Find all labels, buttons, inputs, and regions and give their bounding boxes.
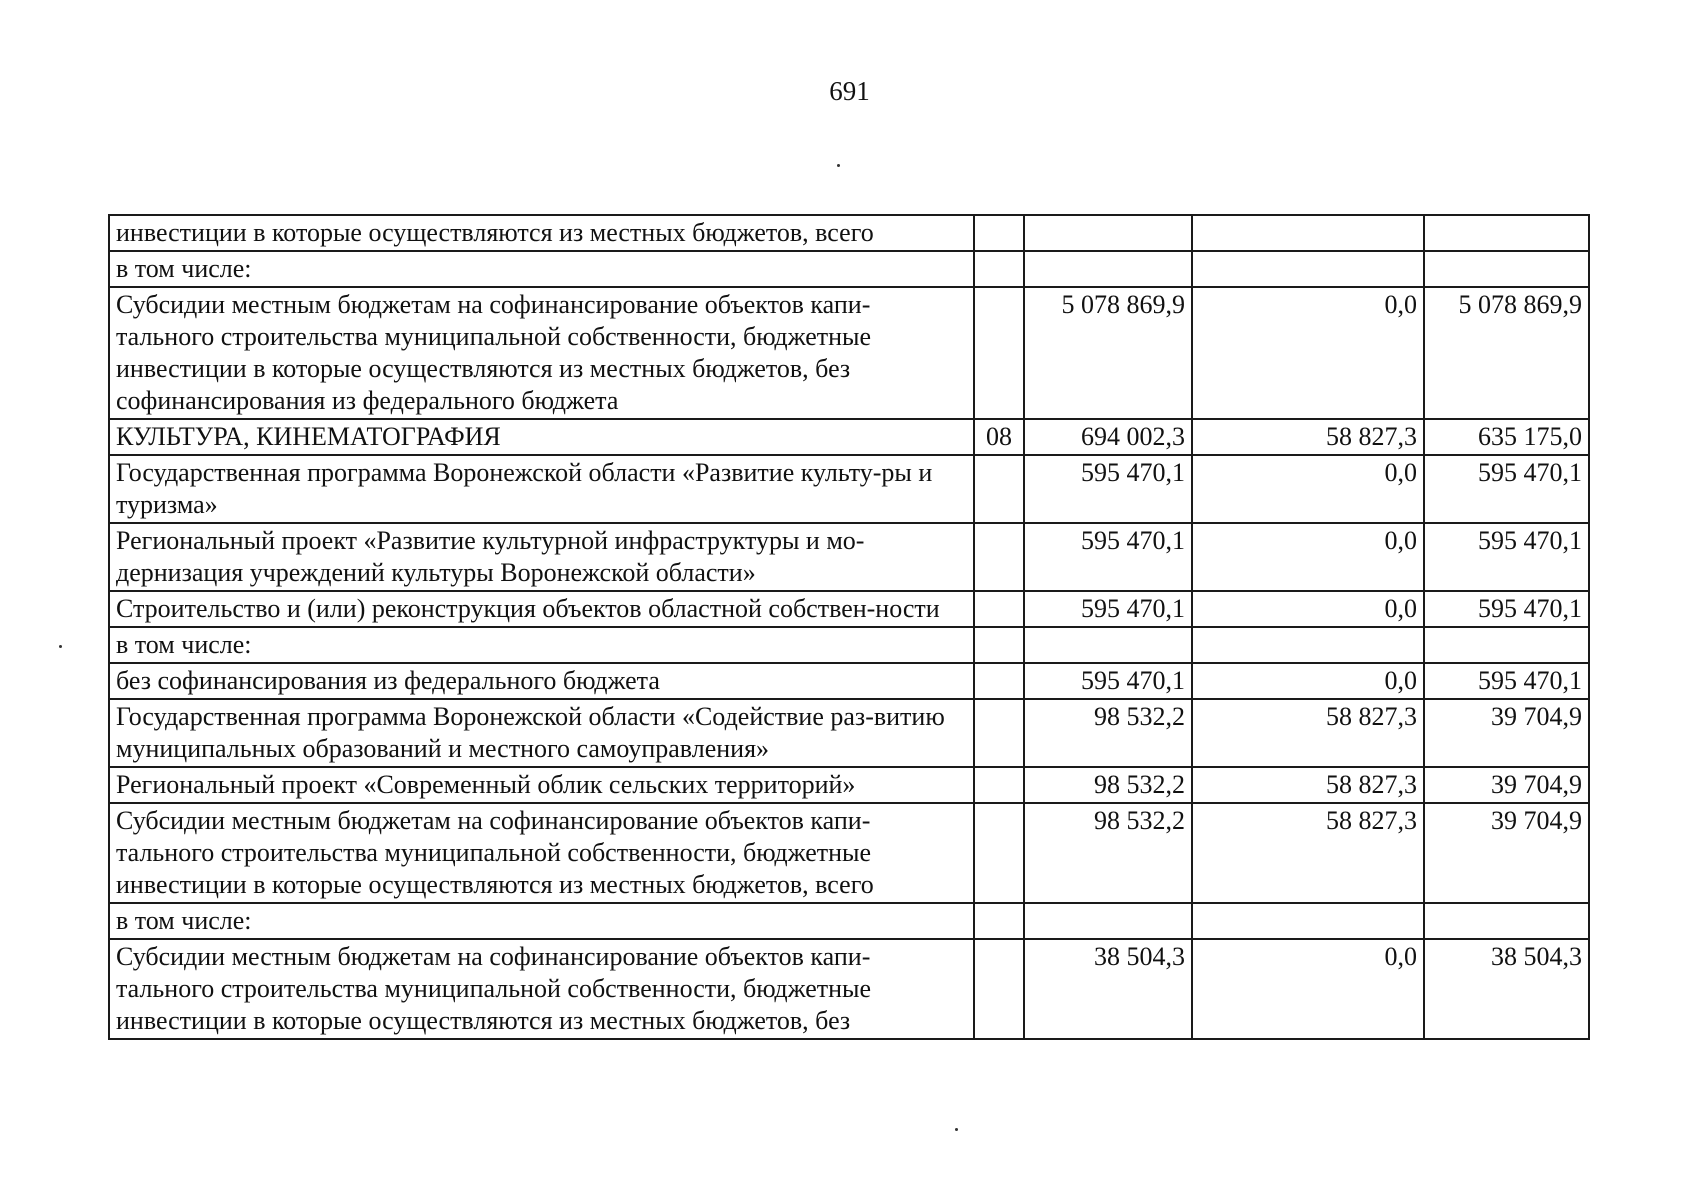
row-name-cell: Субсидии местным бюджетам на софинансирование объектов капи-тального строительства муниципальной собственности, бюджетные инвестиции в которые осуществляются из местных бюджетов, без [109, 939, 974, 1039]
row-value-2-cell [1192, 903, 1424, 939]
row-value-1-cell [1024, 627, 1192, 663]
row-value-1-cell: 595 470,1 [1024, 591, 1192, 627]
row-name-cell: Субсидии местным бюджетам на софинансирование объектов капи-тального строительства муниципальной собственности, бюджетные инвестиции в которые осуществляются из местных бюджетов, всего [109, 803, 974, 903]
table-row [109, 287, 1589, 419]
row-code-cell [974, 803, 1024, 903]
row-value-2-cell: 0,0 [1192, 455, 1424, 523]
row-name-cell: Государственная программа Воронежской области «Содействие раз-витию муниципальных образований и местного самоуправления» [109, 699, 974, 767]
row-value-2-cell: 0,0 [1192, 591, 1424, 627]
row-value-3-cell: 5 078 869,9 [1424, 287, 1589, 419]
scan-speck [837, 164, 840, 167]
table-row [109, 591, 1589, 627]
row-value-3-cell [1424, 251, 1589, 287]
row-value-1-cell: 595 470,1 [1024, 523, 1192, 591]
table-row [109, 903, 1589, 939]
table-row [109, 215, 1589, 251]
row-code-cell [974, 523, 1024, 591]
table-row [109, 767, 1589, 803]
row-value-2-cell [1192, 215, 1424, 251]
row-value-1-cell: 98 532,2 [1024, 767, 1192, 803]
row-value-2-cell: 0,0 [1192, 287, 1424, 419]
row-name-cell: в том числе: [109, 627, 974, 663]
row-value-2-cell: 58 827,3 [1192, 699, 1424, 767]
row-value-3-cell: 595 470,1 [1424, 663, 1589, 699]
row-value-3-cell [1424, 215, 1589, 251]
row-value-3-cell: 39 704,9 [1424, 699, 1589, 767]
table-row [109, 939, 1589, 1039]
row-value-3-cell: 39 704,9 [1424, 767, 1589, 803]
row-value-1-cell [1024, 903, 1192, 939]
table-row [109, 455, 1589, 523]
table-row [109, 251, 1589, 287]
row-value-3-cell: 635 175,0 [1424, 419, 1589, 455]
row-code-cell: 08 [974, 419, 1024, 455]
table-row [109, 419, 1589, 455]
row-value-1-cell: 5 078 869,9 [1024, 287, 1192, 419]
page-number: 691 [829, 76, 870, 106]
row-value-1-cell: 595 470,1 [1024, 455, 1192, 523]
table-row [109, 627, 1589, 663]
row-value-1-cell: 595 470,1 [1024, 663, 1192, 699]
row-value-3-cell [1424, 903, 1589, 939]
row-name-cell: КУЛЬТУРА, КИНЕМАТОГРАФИЯ [109, 419, 974, 455]
row-code-cell [974, 939, 1024, 1039]
row-value-2-cell: 58 827,3 [1192, 767, 1424, 803]
table-row [109, 803, 1589, 903]
row-value-3-cell: 595 470,1 [1424, 523, 1589, 591]
row-code-cell [974, 767, 1024, 803]
row-name-cell: Региональный проект «Развитие культурной инфраструктуры и мо-дернизация учреждений культуры Воронежской области» [109, 523, 974, 591]
row-code-cell [974, 215, 1024, 251]
table-row [109, 699, 1589, 767]
row-name-cell: в том числе: [109, 903, 974, 939]
row-code-cell [974, 455, 1024, 523]
row-value-2-cell [1192, 251, 1424, 287]
row-code-cell [974, 591, 1024, 627]
row-value-3-cell: 595 470,1 [1424, 591, 1589, 627]
row-value-1-cell: 38 504,3 [1024, 939, 1192, 1039]
row-value-2-cell [1192, 627, 1424, 663]
table-row [109, 663, 1589, 699]
row-name-cell: Государственная программа Воронежской области «Развитие культу-ры и туризма» [109, 455, 974, 523]
row-value-1-cell [1024, 215, 1192, 251]
scan-speck [955, 1128, 958, 1131]
row-value-3-cell: 39 704,9 [1424, 803, 1589, 903]
row-value-3-cell: 38 504,3 [1424, 939, 1589, 1039]
row-value-1-cell: 694 002,3 [1024, 419, 1192, 455]
table-row [109, 523, 1589, 591]
scan-speck [59, 645, 62, 648]
row-value-2-cell: 0,0 [1192, 663, 1424, 699]
row-name-cell: в том числе: [109, 251, 974, 287]
budget-table [108, 214, 1590, 1040]
row-value-1-cell: 98 532,2 [1024, 699, 1192, 767]
row-value-2-cell: 0,0 [1192, 939, 1424, 1039]
row-code-cell [974, 699, 1024, 767]
table-body [109, 215, 1589, 1039]
row-value-1-cell [1024, 251, 1192, 287]
row-name-cell: Строительство и (или) реконструкция объектов областной собствен-ности [109, 591, 974, 627]
row-code-cell [974, 903, 1024, 939]
row-value-2-cell: 58 827,3 [1192, 419, 1424, 455]
row-name-cell: без софинансирования из федерального бюджета [109, 663, 974, 699]
row-name-cell: Региональный проект «Современный облик сельских территорий» [109, 767, 974, 803]
row-value-3-cell [1424, 627, 1589, 663]
row-code-cell [974, 627, 1024, 663]
row-value-3-cell: 595 470,1 [1424, 455, 1589, 523]
row-code-cell [974, 251, 1024, 287]
row-value-2-cell: 0,0 [1192, 523, 1424, 591]
row-name-cell: Субсидии местным бюджетам на софинансирование объектов капи-тального строительства муниципальной собственности, бюджетные инвестиции в которые осуществляются из местных бюджетов, без софинансирования из федерального бюджета [109, 287, 974, 419]
row-value-1-cell: 98 532,2 [1024, 803, 1192, 903]
row-name-cell: инвестиции в которые осуществляются из местных бюджетов, всего [109, 215, 974, 251]
row-code-cell [974, 287, 1024, 419]
row-code-cell [974, 663, 1024, 699]
row-value-2-cell: 58 827,3 [1192, 803, 1424, 903]
